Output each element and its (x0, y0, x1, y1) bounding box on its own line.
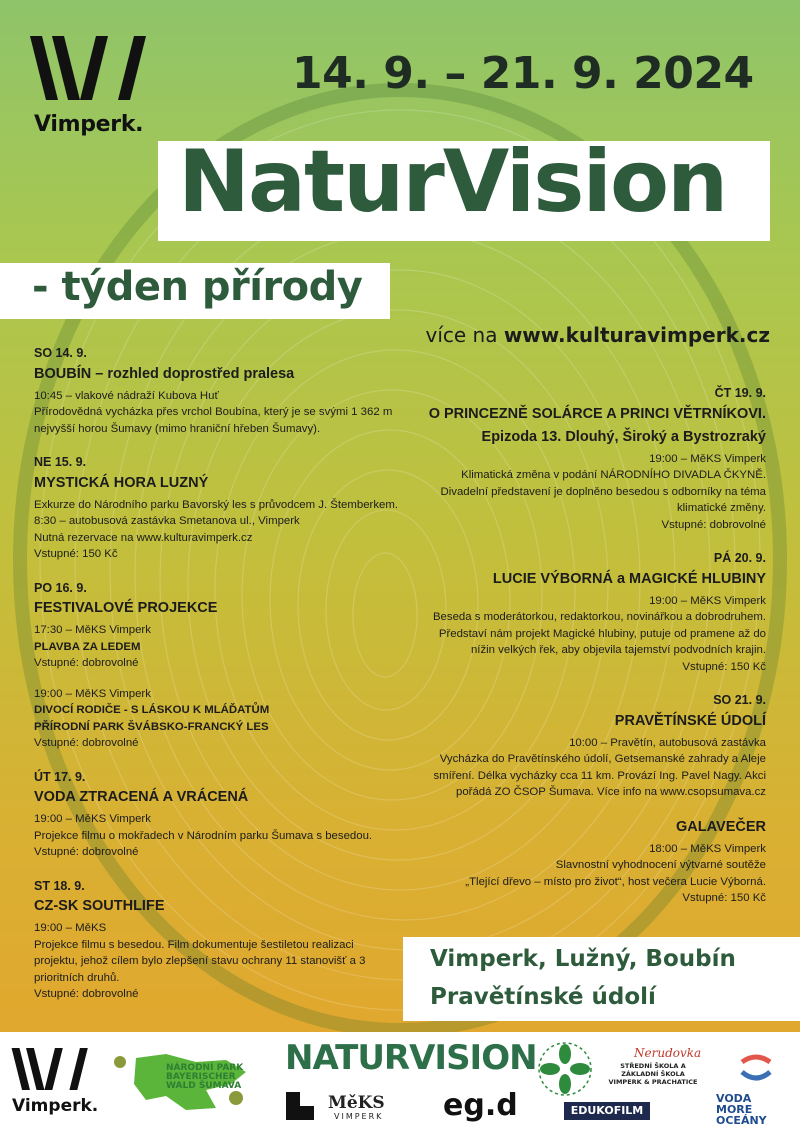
website-prefix: více na (425, 323, 498, 347)
website-line (425, 323, 770, 347)
event-line: 8:30 – autobusová zastávka Smetanova ul., Vimperk (34, 515, 300, 527)
film-title: PLAVBA ZA LEDEM (34, 640, 141, 653)
event-line: nížin velkých řek, aby objevila tajemství podvodních krajin. (470, 644, 766, 656)
film-title: DIVOCÍ RODIČE - S LÁSKOU K MLÁĎATŮM (34, 704, 270, 716)
event-name: PRAVĚTÍNSKÉ ÚDOLÍ (614, 712, 766, 729)
event-day: PÁ 20. 9. (713, 551, 766, 565)
event-line: 19:00 – MěKS Vimperk (34, 813, 151, 825)
event-item (34, 769, 414, 861)
event-name: O PRINCEZNĚ SOLÁRCE A PRINCI VĚTRNÍKOVI. (428, 405, 766, 422)
event-line: projektu, jehož cílem bylo zlepšení stavu ochrany 11 stanovišť a 3 (34, 955, 366, 967)
voda-more-oceany-logo: VODA MORE OCEÁNY (716, 1092, 767, 1127)
program-left-column (34, 345, 414, 1010)
event-name: GALAVEČER (676, 818, 766, 835)
event-line: pořádá ZO ČSOP Šumava. Více info na www.csopsumava.cz (455, 786, 766, 798)
meks-logo-label: MěKS (328, 1093, 385, 1113)
meks-logo-icon (286, 1092, 320, 1120)
event-line: 19:00 – MěKS (34, 922, 107, 934)
event-line: Přírodovědná vycházka přes vrchol Boubína, který je se svými 1 362 m (34, 406, 393, 418)
event-line: 10:45 – vlakové nádraží Kubova Huť (34, 389, 219, 402)
event-line: Klimatická změna v podání NÁRODNÍHO DIVADLA ČKYNĚ. (461, 469, 766, 481)
event-line: 17:30 – MěKS Vimperk (34, 624, 151, 636)
film-title: PŘÍRODNÍ PARK ŠVÁBSKO-FRANCKÝ LES (34, 720, 269, 733)
nerudovka-sub: STŘEDNÍ ŠKOLA A ZÁKLADNÍ ŠKOLA VIMPERK & PRACHATICE (608, 1062, 698, 1086)
event-item (34, 878, 414, 1003)
event-name: FESTIVALOVÉ PROJEKCE (34, 600, 218, 616)
event-line: Projekce filmu o mokřadech v Národním parku Šumava s besedou. (34, 829, 373, 842)
event-item (366, 385, 766, 533)
event-subname: Epizoda 13. Dlouhý, Široký a Bystrozraký (481, 428, 766, 445)
park-label: NÁRODNÍ PARK BAYERISCHER WALD ŠUMAVA (166, 1063, 244, 1091)
event-day: PO 16. 9. (34, 580, 87, 595)
meks-logo-sub: VIMPERK (334, 1112, 384, 1121)
event-line: Vstupné: dobrovolné (661, 518, 766, 531)
towns-list (430, 940, 736, 1016)
event-line: klimatické změny. (676, 502, 766, 514)
event-line: Nutná rezervace na www.kulturavimperk.cz (34, 531, 253, 544)
event-item (34, 580, 414, 752)
csop-logo-icon (534, 1038, 596, 1100)
event-line: 18:00 – MěKS Vimperk (649, 842, 766, 855)
event-line: 10:00 – Pravětín, autobusová zastávka (569, 736, 766, 749)
sports-school-logo-icon (738, 1052, 774, 1086)
festival-subtitle: - týden přírody (32, 264, 363, 310)
event-line: 19:00 – MěKS Vimperk (649, 452, 766, 465)
event-dates: 14. 9. – 21. 9. 2024 (292, 48, 754, 99)
event-name: MYSTICKÁ HORA LUZNÝ (34, 474, 209, 491)
event-line: prioritních druhů. (34, 971, 120, 984)
event-line: „Tlející dřevo – místo pro život“, host večera Lucie Výborná. (465, 875, 766, 888)
event-item (366, 692, 766, 801)
website-link[interactable]: www.kulturavimperk.cz (503, 323, 770, 347)
event-day: SO 14. 9. (34, 346, 87, 360)
event-line: nejvyšší horou Šumavy (mimo hraniční hřeben Šumavy). (34, 422, 321, 435)
event-item (366, 818, 766, 907)
event-item (34, 345, 414, 437)
event-name: VODA ZTRACENÁ A VRÁCENÁ (34, 789, 249, 805)
naturvision-logo: NATURVISION (285, 1038, 537, 1078)
event-day: SO 21. 9. (713, 693, 766, 707)
event-name: LUCIE VÝBORNÁ a MAGICKÉ HLUBINY (492, 570, 766, 587)
event-day: NE 15. 9. (34, 455, 87, 469)
event-name: CZ-SK SOUTHLIFE (34, 898, 165, 914)
egd-logo: eg.d (443, 1088, 518, 1123)
event-line: Projekce filmu s besedou. Film dokumentuje šestiletou realizaci (34, 938, 354, 951)
edukofilm-logo: EDUKOFILM (564, 1102, 650, 1120)
event-day: ST 18. 9. (34, 878, 85, 893)
logo-label: Vimperk. (34, 112, 144, 137)
event-line: 19:00 – MěKS Vimperk (34, 687, 151, 700)
event-item (366, 550, 766, 675)
festival-title: NaturVision (178, 132, 727, 232)
event-line: Vstupné: 150 Kč (34, 548, 118, 560)
event-line: Vycházka do Pravětínského údolí, Getsemanské zahrady a Aleje (439, 753, 766, 765)
event-name: BOUBÍN – rozhled doprostřed pralesa (34, 365, 295, 382)
event-line: 19:00 – MěKS Vimperk (649, 594, 766, 607)
event-line: Divadelní představení je doplněno besedou s odborníky na téma (440, 485, 766, 498)
program-right-column (366, 385, 766, 914)
event-line: Slavnostní vyhodnocení výtvarné soutěže (555, 859, 766, 871)
event-line: Vstupné: 150 Kč (682, 892, 766, 904)
towns-line: Pravětínské údolí (430, 984, 656, 1010)
event-item (34, 454, 414, 563)
event-line: Představí nám projekt Magické hlubiny, putuje od pramene až do (438, 627, 766, 640)
vimperk-logo-icon (30, 36, 150, 106)
event-line: Exkurze do Národního parku Bavorský les s průvodcem J. Štemberkem. (34, 498, 399, 511)
event-line: Vstupné: dobrovolné (34, 657, 139, 669)
event-line: Vstupné: dobrovolné (34, 846, 139, 858)
event-day: ÚT 17. 9. (34, 769, 86, 784)
event-line: smíření. Délka vycházky cca 11 km. Provází Ing. Pavel Nagy. Akci (433, 769, 766, 782)
event-day: ČT 19. 9. (714, 386, 766, 400)
nerudovka-logo: Nerudovka (634, 1046, 702, 1060)
event-line: Vstupné: 150 Kč (682, 660, 766, 673)
event-line: Beseda s moderátorkou, redaktorkou, novinářkou a dobrodruhem. (432, 611, 766, 623)
vimperk-footer-logo-icon (10, 1048, 92, 1094)
footer-vimperk-label: Vimperk. (12, 1096, 99, 1116)
event-line: Vstupné: dobrovolné (34, 988, 139, 1000)
towns-line: Vimperk, Lužný, Boubín (430, 946, 736, 972)
event-line: Vstupné: dobrovolné (34, 737, 139, 749)
